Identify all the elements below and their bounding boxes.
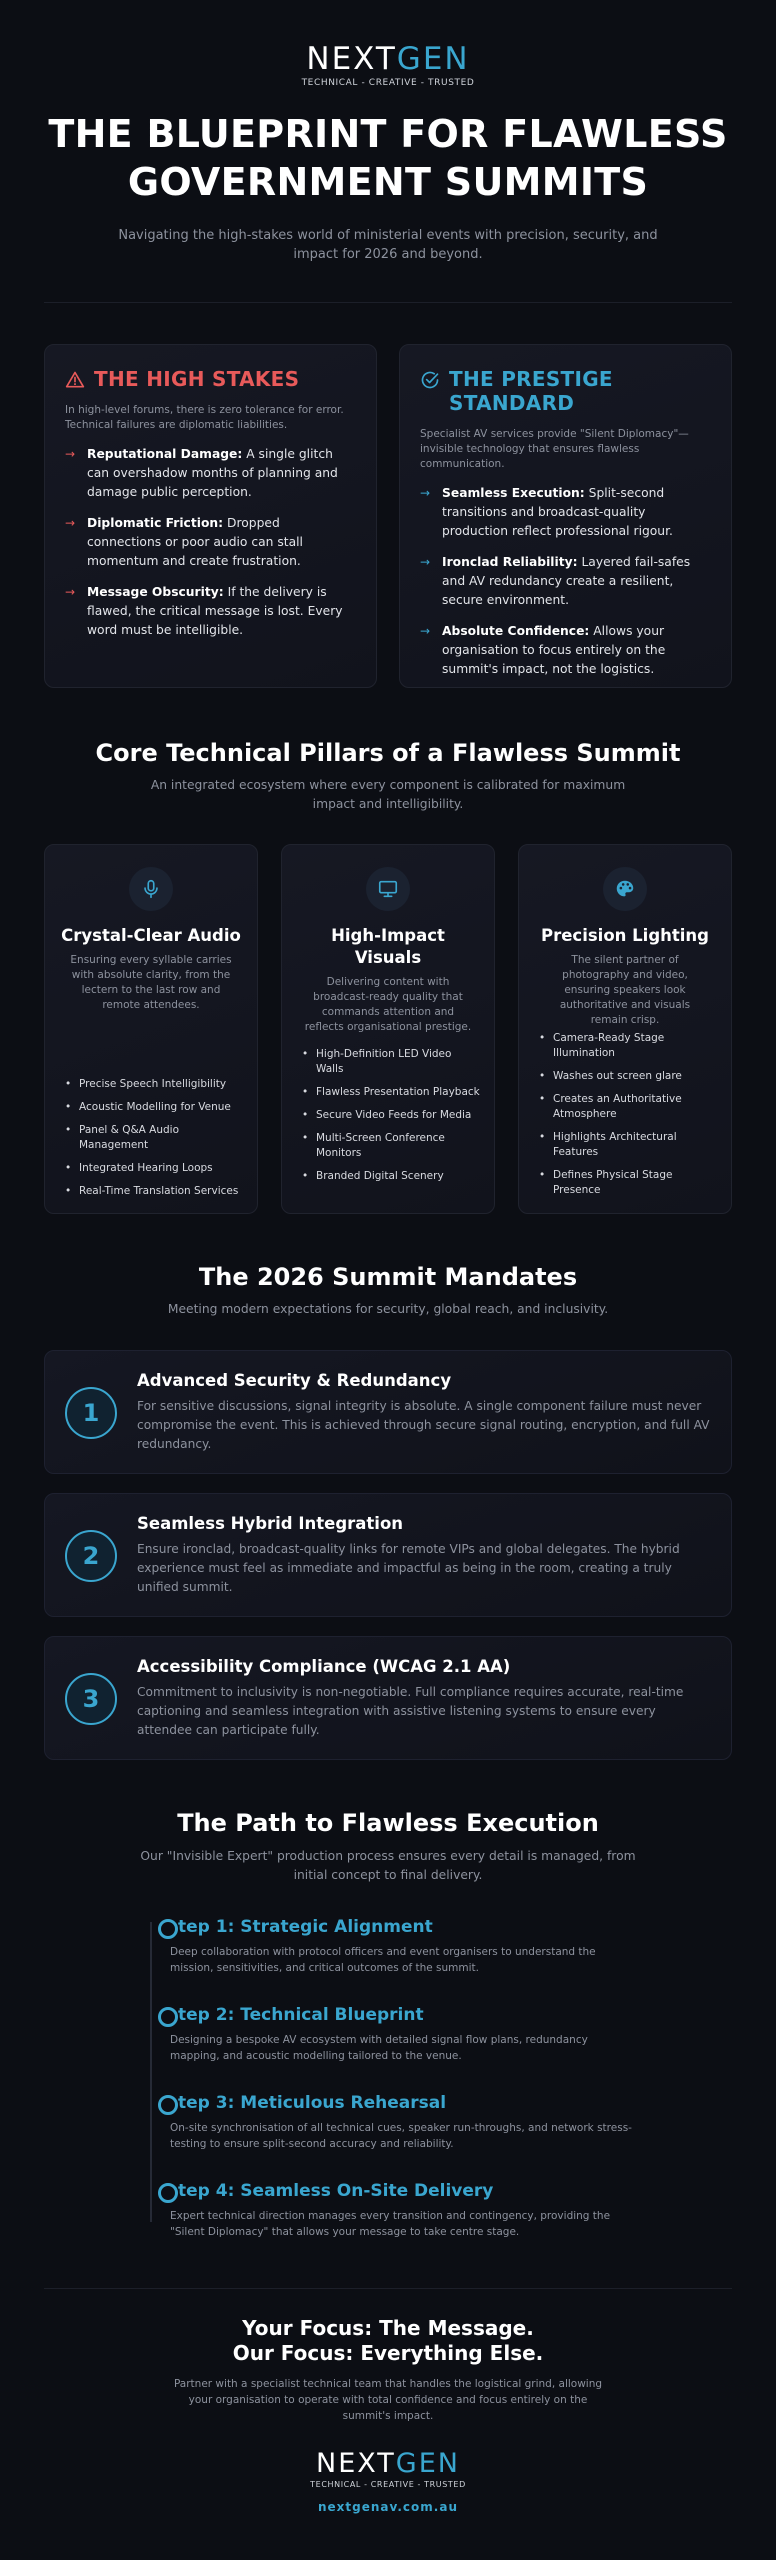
- step-desc: Expert technical direction manages every transition and contingency, providing the "Silent Diplomacy" that allows your message to take centre stage.: [170, 2210, 611, 2238]
- item-label: Message Obscurity:: [87, 585, 224, 599]
- prestige-title: [449, 367, 613, 415]
- item-label: Absolute Confidence:: [442, 624, 590, 638]
- list-item: • Real-Time Translation Services: [63, 1184, 243, 1199]
- pillar-title: Precision Lighting: [541, 926, 709, 945]
- logo-tagline: TECHNICAL - CREATIVE - TRUSTED: [301, 78, 475, 88]
- arrow-right-icon: →: [420, 486, 431, 500]
- arrow-right-icon: →: [65, 447, 76, 461]
- list-item: • Precise Speech Intelligibility: [63, 1077, 243, 1092]
- page-title: [30, 110, 746, 206]
- page-subtitle: Navigating the high-stakes world of ministerial events with precision, security, and impact for 2026 and beyond.: [118, 228, 658, 262]
- pillar-card-lighting: [518, 844, 732, 1214]
- step-title: tep 4: Seamless On-Site Delivery: [178, 2181, 494, 2201]
- mandate-number-badge: 2: [65, 1530, 117, 1582]
- mandates-title: The 2026 Summit Mandates: [198, 1263, 578, 1291]
- closing-title-line2: Our Focus: Everything Else.: [232, 2341, 544, 2365]
- mandate-title: Seamless Hybrid Integration: [137, 1514, 404, 1533]
- timeline-step: [162, 1916, 642, 1976]
- logo-t: T: [377, 2448, 396, 2479]
- item-text: Allows your organisation to focus entirely on the summit's impact, not the logistics.: [442, 624, 666, 676]
- step-dot-icon: [158, 2183, 178, 2203]
- list-item: [420, 622, 711, 679]
- mandate-desc: Ensure ironclad, broadcast-quality links for remote VIPs and global delegates. The hybrid experience must feel as immediate and impactful as being in the room, creating a truly unified summit.: [137, 1542, 680, 1594]
- step-desc: Designing a bespoke AV ecosystem with detailed signal flow plans, redundancy mapping, and acoustic modelling tailored to the venue.: [170, 2034, 588, 2062]
- mandate-card-hybrid: [44, 1493, 732, 1617]
- step-desc: Deep collaboration with protocol officers and event organisers to understand the mission, sensitivities, and critical outcomes of the summit.: [170, 1946, 596, 1974]
- mandate-number-badge: 1: [65, 1387, 117, 1439]
- mandate-desc: For sensitive discussions, signal integrity is absolute. A single component failure must never compromise the event. This is achieved through secure signal routing, encryption, and full AV redundancy.: [137, 1399, 710, 1451]
- mandate-desc: Commitment to inclusivity is non-negotiable. Full compliance requires accurate, real-time captioning and seamless integration with assistive listening systems to ensure every attendee can participate fully.: [137, 1685, 684, 1737]
- mandates-subtitle: Meeting modern expectations for security, global reach, and inclusivity.: [167, 1302, 609, 1316]
- path-title: The Path to Flawless Execution: [177, 1809, 599, 1837]
- pillar-card-visuals: [281, 844, 495, 1214]
- header-logo: [0, 41, 776, 88]
- step-title: tep 3: Meticulous Rehearsal: [178, 2093, 447, 2113]
- arrow-right-icon: →: [420, 555, 431, 569]
- step-title: tep 2: Technical Blueprint: [178, 2005, 424, 2025]
- logo-wordmark: [0, 41, 776, 77]
- item-text: Split-second transitions and broadcast-quality production reflect professional rigour.: [442, 486, 673, 538]
- list-item: • Branded Digital Scenery: [300, 1169, 480, 1184]
- list-item: • Panel & Q&A Audio Management: [63, 1123, 243, 1153]
- mandate-title: Advanced Security & Redundancy: [137, 1371, 452, 1390]
- pillar-title-line1: High-Impact: [331, 926, 445, 945]
- step-dot-icon: [158, 2007, 178, 2027]
- list-item: [65, 445, 356, 502]
- timeline-step: [162, 2092, 642, 2152]
- arrow-right-icon: →: [420, 624, 431, 638]
- list-item: • Multi-Screen Conference Monitors: [300, 1131, 480, 1161]
- logo-x: X: [353, 41, 376, 77]
- pillar-icon-badge: [366, 867, 410, 911]
- timeline-step: [162, 2004, 642, 2064]
- timeline-line: [150, 1922, 152, 2222]
- prestige-header: [420, 367, 711, 415]
- palette-icon: [614, 878, 636, 900]
- mandate-card-security: [44, 1350, 732, 1474]
- list-item: [65, 514, 356, 571]
- page-title-line1: THE BLUEPRINT FOR FLAWLESS: [48, 112, 728, 156]
- item-text: A single glitch can overshadow months of planning and damage public perception.: [87, 447, 338, 499]
- list-item: [420, 484, 711, 541]
- item-label: Reputational Damage:: [87, 447, 243, 461]
- list-item: • Flawless Presentation Playback: [300, 1085, 480, 1100]
- high-stakes-card: [44, 344, 377, 688]
- logo-t: T: [375, 41, 397, 77]
- pillar-desc: Delivering content with broadcast-ready quality that commands attention and reflects organisational prestige.: [304, 976, 472, 1033]
- pillar-feature-list: [300, 1047, 480, 1192]
- list-item: • Secure Video Feeds for Media: [300, 1108, 480, 1123]
- divider: [44, 302, 732, 303]
- list-item: • High-Definition LED Video Walls: [300, 1047, 480, 1077]
- high-stakes-list: [65, 445, 356, 640]
- list-item: • Camera-Ready Stage Illumination: [537, 1031, 717, 1061]
- prestige-list: [420, 484, 711, 679]
- closing-desc: Partner with a specialist technical team that handles the logistical grind, allowing your organisation to operate with total confidence and focus entirely on the summit's impact.: [173, 2378, 603, 2422]
- check-circle-icon: [420, 370, 440, 390]
- warning-triangle-icon: [65, 370, 85, 390]
- mandate-card-accessibility: [44, 1636, 732, 1760]
- pillar-title: [298, 925, 478, 969]
- list-item: • Integrated Hearing Loops: [63, 1161, 243, 1176]
- list-item: • Defines Physical Stage Presence: [537, 1168, 717, 1198]
- timeline-step: [162, 2180, 642, 2240]
- website-link[interactable]: nextgenav.com.au: [318, 2500, 458, 2514]
- step-dot-icon: [158, 1919, 178, 1939]
- pillar-feature-list: [63, 1077, 243, 1207]
- item-label: Ironclad Reliability:: [442, 555, 578, 569]
- pillar-title-line2: Visuals: [354, 948, 422, 967]
- arrow-right-icon: →: [65, 585, 76, 599]
- footer-logo: [0, 2450, 776, 2489]
- logo-tagline: TECHNICAL - CREATIVE - TRUSTED: [310, 2480, 466, 2489]
- logo-gen: GEN: [395, 2448, 460, 2479]
- step-dot-icon: [158, 2095, 178, 2115]
- pillar-icon-badge: [603, 867, 647, 911]
- logo-ne: NE: [316, 2448, 358, 2479]
- prestige-intro: Specialist AV services provide "Silent Diplomacy"—invisible technology that ensures flawless communication.: [420, 428, 689, 470]
- list-item: • Highlights Architectural Features: [537, 1130, 717, 1160]
- pillars-title: Core Technical Pillars of a Flawless Summit: [95, 739, 681, 767]
- monitor-icon: [377, 878, 399, 900]
- high-stakes-title: THE HIGH STAKES: [94, 367, 300, 391]
- divider: [44, 2288, 732, 2289]
- mandate-number-badge: 3: [65, 1673, 117, 1725]
- pillar-icon-badge: [129, 867, 173, 911]
- item-text: Dropped connections or poor audio can stall momentum and create frustration.: [87, 516, 303, 568]
- item-text: Layered fail-safes and AV redundancy create a resilient, secure environment.: [442, 555, 691, 607]
- logo-ne: NE: [306, 41, 354, 77]
- closing-title: [0, 2316, 776, 2366]
- logo-gen: GEN: [396, 41, 470, 77]
- closing-title-line1: Your Focus: The Message.: [242, 2316, 534, 2340]
- step-desc: On-site synchronisation of all technical cues, speaker run-throughs, and network stress-testing to ensure split-second accuracy and reliability.: [170, 2122, 632, 2150]
- prestige-title-line1: THE PRESTIGE: [449, 367, 613, 391]
- list-item: • Creates an Authoritative Atmosphere: [537, 1092, 717, 1122]
- logo-x: X: [357, 2448, 378, 2479]
- logo-wordmark: [0, 2450, 776, 2477]
- pillar-desc: Ensuring every syllable carries with absolute clarity, from the lectern to the last row and remote attendees.: [70, 954, 232, 1011]
- list-item: • Acoustic Modelling for Venue: [63, 1100, 243, 1115]
- high-stakes-intro: In high-level forums, there is zero tolerance for error. Technical failures are diplomatic liabilities.: [65, 404, 344, 431]
- prestige-standard-card: [399, 344, 732, 688]
- pillar-feature-list: [537, 1031, 717, 1206]
- path-subtitle: Our "Invisible Expert" production process ensures every detail is managed, from initial concept to final delivery.: [140, 1849, 636, 1882]
- list-item: [65, 583, 356, 640]
- pillars-subtitle: An integrated ecosystem where every component is calibrated for maximum impact and intelligibility.: [150, 778, 626, 811]
- step-title: tep 1: Strategic Alignment: [178, 1917, 433, 1937]
- microphone-icon: [140, 878, 162, 900]
- item-label: Seamless Execution:: [442, 486, 585, 500]
- prestige-title-line2: STANDARD: [449, 391, 575, 415]
- item-label: Diplomatic Friction:: [87, 516, 224, 530]
- page-title-line2: GOVERNMENT SUMMITS: [127, 160, 649, 204]
- arrow-right-icon: →: [65, 516, 76, 530]
- list-item: • Washes out screen glare: [537, 1069, 717, 1084]
- pillar-card-audio: [44, 844, 258, 1214]
- item-text: If the delivery is flawed, the critical message is lost. Every word must be intelligible.: [87, 585, 343, 637]
- list-item: [420, 553, 711, 610]
- pillar-title: Crystal-Clear Audio: [61, 926, 241, 945]
- high-stakes-header: [65, 367, 356, 391]
- pillar-desc: The silent partner of photography and video, ensuring speakers look authoritative and visuals remain crisp.: [559, 954, 691, 1026]
- mandate-title: Accessibility Compliance (WCAG 2.1 AA): [137, 1657, 511, 1676]
